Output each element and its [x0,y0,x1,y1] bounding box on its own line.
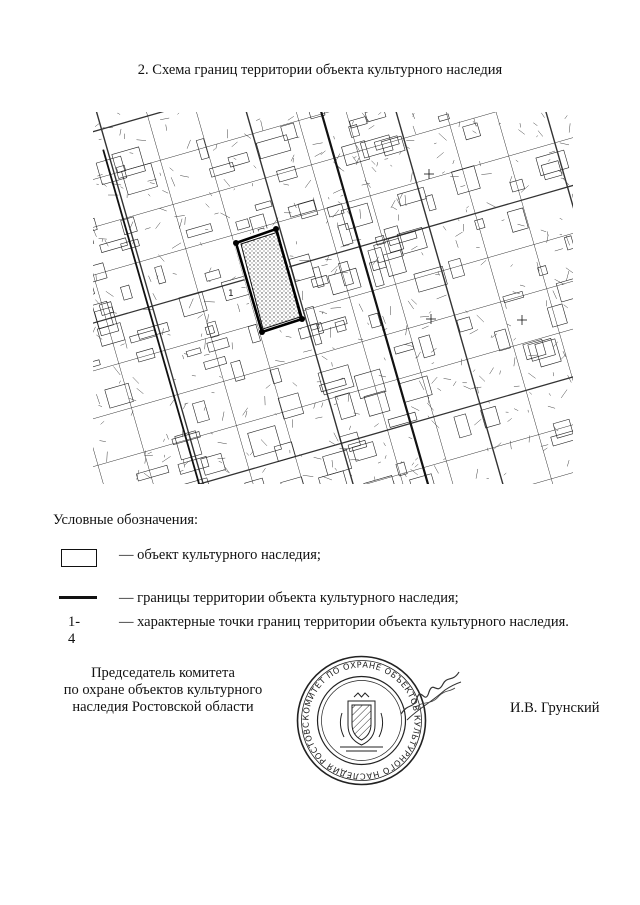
boundary-point-1 [233,240,239,246]
points-range-label: 1-4 [68,614,81,647]
signer-position-line: Председатель комитета [91,665,235,681]
boundary-point-label: 1 [228,289,234,299]
seal-text: КОМИТЕТ ПО ОХРАНЕ ОБЪЕКТОВ КУЛЬТУРНОГО НАСЛЕДИЯ РОСТОВС [300,659,423,782]
signer-position [48,665,278,716]
map-background [93,112,573,484]
legend-heading: Условные обозначения: [53,512,199,528]
page-title: 2. Схема границ территории объекта культурного наследия [137,62,503,78]
signer-position-line: наследия Ростовской области [72,699,254,715]
legend-item-text: — границы территории объекта культурного наследия; [119,590,459,606]
heritage-object-symbol [61,549,97,567]
boundary-point-4 [259,329,265,335]
legend-item-text: — характерные точки границ территории объекта культурного наследия. [119,614,569,630]
signer-name: И.В. Грунский [510,700,600,716]
signer-position-line: по охране объектов культурного [63,682,263,698]
legend-item-text: — объект культурного наследия; [119,547,321,563]
boundary-point-3 [299,316,305,322]
coat-of-arms-icon [340,693,383,751]
handwritten-signature [395,662,465,732]
boundary-point-2 [273,226,279,232]
boundary-scheme-map [93,112,573,484]
cadastral-plan-drawing [93,112,573,484]
boundary-line-symbol [59,596,97,599]
